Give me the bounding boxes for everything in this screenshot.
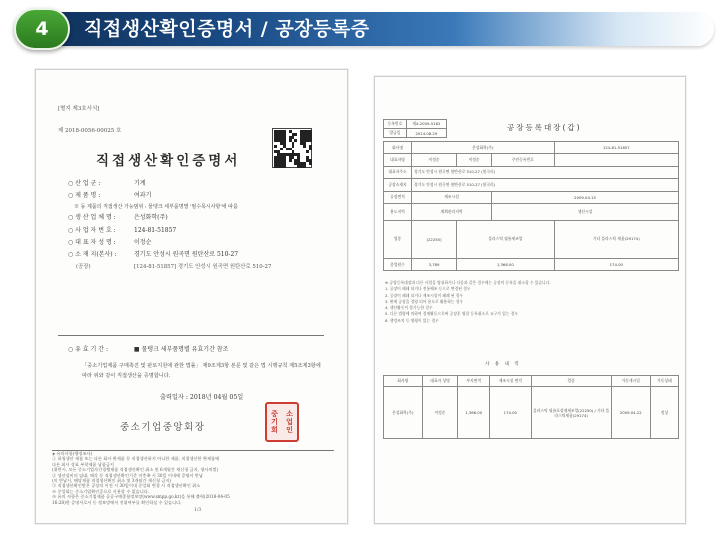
cell: 업종 bbox=[384, 220, 412, 258]
cell: 1,366.00 bbox=[457, 258, 554, 270]
note-line: (위반시, 모든 중소기업자간경쟁제품 직접생산확인 취소 및 6개월간 재신청 금지, 형사처벌) bbox=[52, 467, 219, 473]
table-cell: 174.00 bbox=[490, 387, 532, 439]
cell: 종업원수 bbox=[384, 258, 412, 270]
cell: 계획관리지역 bbox=[412, 203, 492, 220]
column-header: 제조시설 면적 bbox=[490, 376, 532, 387]
qr-module bbox=[280, 148, 283, 151]
field-value: 124-81-51857 bbox=[134, 226, 177, 234]
cell: 등록번호 bbox=[384, 120, 407, 129]
cell: 기타 플라스틱 제품(29174) bbox=[554, 220, 678, 258]
qr-module bbox=[309, 148, 312, 151]
column-header: 회사명 bbox=[384, 376, 423, 387]
column-header: 가동개시일 bbox=[611, 376, 650, 387]
qr-module bbox=[303, 145, 306, 148]
legal-line: ※ 공장등록대장과 다른 사업을 영위하거나 다음과 같은 경우에는 공장의 등록을 취소할 수 있습니다. bbox=[385, 280, 551, 285]
qr-module bbox=[283, 165, 286, 168]
cell: 이정순 bbox=[457, 154, 492, 166]
cell: 발급일 bbox=[384, 129, 407, 138]
cell: 용도지역 bbox=[384, 203, 412, 220]
legal-line: 1. 공장이 폐쇄 되거나 전통해조 등으로 변경된 경우 bbox=[385, 286, 471, 292]
qr-module bbox=[309, 162, 312, 165]
field-company bbox=[68, 212, 318, 224]
cell: 제조시설 bbox=[412, 191, 492, 203]
qr-code bbox=[272, 128, 312, 168]
notes-section bbox=[52, 450, 334, 518]
table-cell: 이정순 bbox=[422, 387, 458, 439]
note-line: 다른 회사 상표 부착제품 납품금지 bbox=[52, 461, 114, 467]
field-value: 은성화학(주) bbox=[134, 214, 168, 222]
usage-history-table bbox=[383, 375, 679, 439]
direct-production-certificate bbox=[35, 69, 348, 524]
cell: 주민등록번호 bbox=[492, 154, 554, 166]
cancellation-conditions bbox=[385, 280, 675, 324]
qr-module bbox=[303, 165, 306, 168]
seal-char: 소 bbox=[286, 409, 293, 418]
cell: 3,789 bbox=[412, 258, 457, 270]
column-header: 업종 bbox=[531, 376, 611, 387]
column-header: 가동상태 bbox=[650, 376, 678, 387]
field-value: ■ 물탱크 세부품명별 유효기간 참조 bbox=[133, 346, 229, 353]
cell: 공장면적 bbox=[384, 191, 412, 203]
certificate-fields bbox=[68, 178, 318, 273]
cell: 이정순 bbox=[412, 154, 457, 166]
legal-line: 5. 다른 법령에 의하여 경제활동으로써 공장운 영할 등록취소로 요구가 있는 경우 bbox=[385, 311, 519, 317]
cell: 124-81-51857 bbox=[554, 142, 678, 154]
field-label: ○ 사 업 자 번 호 : bbox=[68, 226, 116, 234]
note-line: ※ 유의 사항은 중소기업제품 공공구매종합정보망(www.smpp.go.kr)을 통해 출력(2018-04-05 bbox=[52, 494, 230, 500]
qr-module bbox=[309, 139, 312, 142]
issuer-name: 중소기업중앙회장 bbox=[120, 422, 206, 433]
issue-date: 출력일자 : 2018년 04월 05일 bbox=[160, 394, 244, 401]
official-seal bbox=[265, 402, 299, 442]
field-label: ○ 소 재 지(본사) : bbox=[68, 250, 117, 258]
registration-title: 공장등록대장(갑) bbox=[507, 123, 582, 132]
table-cell: 2009.04.22 bbox=[611, 387, 650, 439]
cell bbox=[554, 154, 678, 166]
legal-line: 2. 공장이 폐쇄 되거나 제조시설이 폐쇄 된 경우 bbox=[385, 292, 464, 298]
cell: 공장소재지 bbox=[384, 179, 412, 191]
cell: 2014.08.29 bbox=[406, 129, 446, 138]
cell: 경기도 안성시 원곡면 원탄산로 510-27 (원곡리) bbox=[412, 166, 679, 178]
seal-char: 회 bbox=[271, 425, 278, 434]
seal-char: 기 bbox=[271, 417, 278, 426]
field-value: 경기도 안성시 원곡면 원탄산로 510-27 bbox=[134, 250, 239, 258]
certificate-title: 직접생산확인증명서 bbox=[96, 153, 241, 169]
field-label: ○ 산 업 군 : bbox=[68, 180, 101, 187]
table-cell: 은성화학(주) bbox=[384, 387, 423, 439]
cell: 2009.04.15 bbox=[492, 191, 679, 203]
field-industry bbox=[68, 178, 318, 190]
column-header: 대표자 성명 bbox=[422, 376, 458, 387]
cell: 회사명 bbox=[384, 142, 412, 154]
field-validity bbox=[68, 344, 228, 353]
field-label: ○ 유 효 기 간 : bbox=[68, 346, 108, 353]
note-line: ③ 직접생산확인받은 공장의 이전 시 30일이내 중앙회 변경 시 직접생산확인 취소 bbox=[52, 483, 201, 489]
note-text: ※ 동 제품의 직접생산 가능범위 : 물탱크 세부품명별 '필수목시사항'에 따름 bbox=[74, 204, 238, 211]
factory-registration-certificate bbox=[374, 76, 686, 524]
seal-char: 중 bbox=[271, 409, 278, 418]
cell: 174.00 bbox=[554, 258, 678, 270]
cell: (22250) bbox=[412, 220, 457, 258]
cell: 은성화학(주) bbox=[412, 142, 555, 154]
usage-history-title: 사 용 내 역 bbox=[485, 362, 521, 367]
registration-table bbox=[383, 141, 679, 271]
slide-header bbox=[14, 8, 714, 50]
field-note bbox=[68, 202, 318, 212]
legal-line: 4. 생산활동이 불가능한 경우 bbox=[385, 305, 433, 311]
note-line: ※ 중앙회는 중소기업확인증으로 사용할 수 없습니다. bbox=[52, 488, 150, 494]
table-cell: 정상 bbox=[650, 387, 678, 439]
note-line: (미 반납시, 해당제품 직접생산확인 취소 및 3개월간 재신청 금지) bbox=[52, 478, 172, 484]
cell: 제4-2009-5162 bbox=[406, 120, 446, 129]
table-cell: 플라스틱 필름포장재제조업(22250) / 기타 플라스틱제품(29174) bbox=[531, 387, 611, 439]
note-line: ◈ 유의사항(행정조사) bbox=[52, 451, 93, 456]
qr-module bbox=[289, 159, 292, 162]
field-value: 여과기 bbox=[134, 192, 152, 200]
certification-statement: 「중소기업제품 구매촉진 및 판로지원에 관한 법률」 제9조제3항 본문 및 같은 법 시행규칙 제5조제3항에 따라 위와 같이 직접생산을 증명합니다. bbox=[82, 363, 321, 379]
section-number-badge: 4 bbox=[14, 8, 70, 50]
field-business-number bbox=[68, 225, 318, 237]
field-label: ○ 제 품 명 : bbox=[68, 192, 101, 200]
note-line: 16:28)한 증명서로서 동 정보망에서 진위여부를 확인하실 수 있습니다. bbox=[52, 499, 182, 505]
slide-title: 직접생산확인증명서 / 공장등록증 bbox=[84, 18, 370, 40]
column-header: 부지면적 bbox=[458, 376, 490, 387]
field-value: [124-81-51857] 경기도 안성시 원곡면 원탄산로 510-27 bbox=[134, 264, 272, 271]
cell: 생산시설 bbox=[492, 203, 679, 220]
cell: 플라스틱 필름제조업 bbox=[457, 220, 554, 258]
divider bbox=[58, 335, 324, 336]
legal-line: 6. 행정조치 등 명령이 있는 경우 bbox=[385, 317, 439, 323]
registration-header-table bbox=[383, 119, 447, 138]
form-tag: [별지 제3호서식] bbox=[58, 106, 100, 112]
page-number: 1/3 bbox=[194, 508, 202, 513]
field-representative bbox=[68, 237, 318, 249]
seal-char: 업 bbox=[286, 417, 293, 426]
seal-char: 인 bbox=[286, 425, 293, 434]
certificate-number: 제 2018-0056-00025 호 bbox=[58, 128, 122, 134]
qr-module bbox=[294, 139, 297, 142]
field-label: (공장) bbox=[76, 264, 91, 271]
table-cell: 1,366.00 bbox=[458, 387, 490, 439]
field-label: ○ 대 표 자 성 명 : bbox=[68, 238, 116, 246]
note-line: ② 생산설비의 임대, 매각 등 직접생산확인기준 미충족 시 30일 이내에 증명서 반납 bbox=[52, 472, 203, 478]
qr-module bbox=[294, 133, 297, 136]
field-label: ○ 생 산 업 체 명 : bbox=[68, 214, 116, 222]
cell: 경기도 안성시 원곡면 원탄산로 510-27 (원곡리) bbox=[412, 179, 679, 191]
legal-line: 3. 완제 공장을 경영 되어 용도로 활용하는 경우 bbox=[385, 298, 464, 304]
qr-module bbox=[292, 145, 295, 148]
field-product bbox=[68, 190, 318, 202]
cell: 대표자주소 bbox=[384, 166, 412, 178]
cell: 대표자명 bbox=[384, 154, 412, 166]
field-value: 이정순 bbox=[134, 238, 152, 246]
note-line: ① 하청생산 제품 또는 다른 회사 완제품 등 직접생산하지 아니한 제품, 직접생산한 완제품에 bbox=[52, 456, 220, 462]
field-factory bbox=[68, 261, 318, 273]
field-value: 기계 bbox=[134, 180, 146, 187]
field-address bbox=[68, 249, 318, 261]
qr-module bbox=[306, 150, 309, 153]
qr-module bbox=[274, 145, 277, 148]
